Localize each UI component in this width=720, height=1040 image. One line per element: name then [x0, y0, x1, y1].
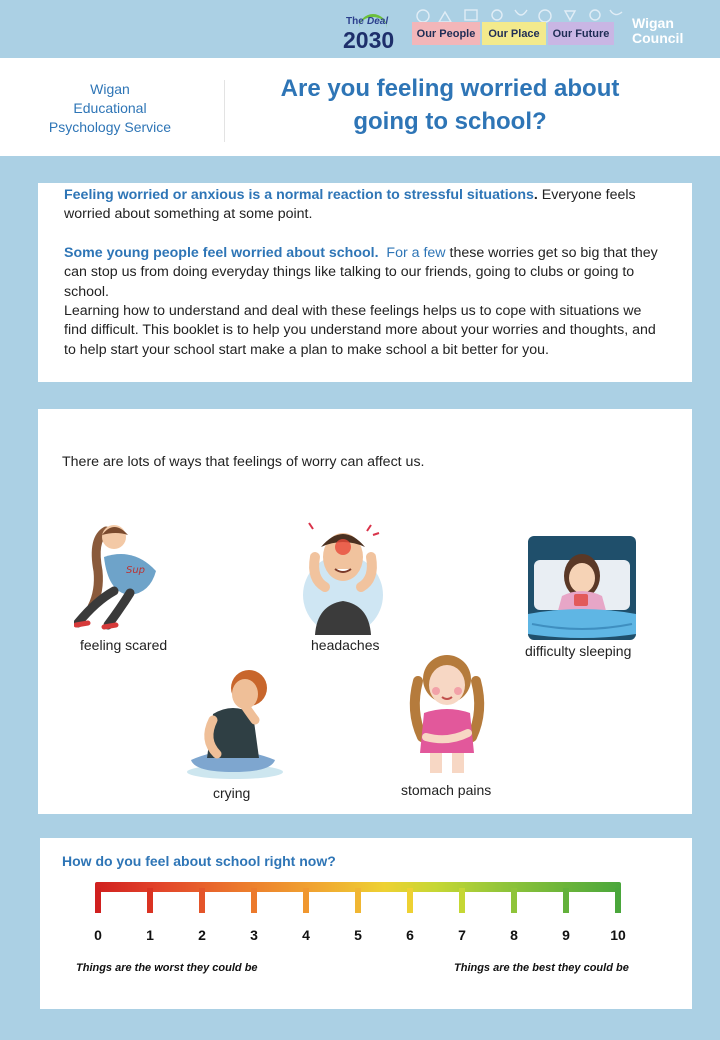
intro-paragraph-2 [64, 244, 664, 302]
logo-the: The [346, 16, 364, 27]
feelings-scale-card [40, 838, 692, 1009]
page-header [0, 58, 720, 156]
scale-best-label: Things are the best they could be [454, 962, 629, 974]
council-line-1: Wigan [632, 15, 674, 31]
scale-number-3[interactable]: 3 [250, 927, 258, 943]
our-place-tag: Our Place [482, 22, 546, 45]
service-line: Wigan [90, 81, 130, 97]
scale-tick-7[interactable] [459, 888, 465, 913]
caption-headaches: headaches [311, 637, 380, 653]
scale-number-1[interactable]: 1 [146, 927, 154, 943]
logo-year: 2030 [343, 27, 395, 53]
service-line: Educational [73, 100, 147, 116]
wigan-council-logo [632, 16, 702, 52]
scale-tick-4[interactable] [303, 888, 309, 913]
scale-tick-1[interactable] [147, 888, 153, 913]
scale-number-8[interactable]: 8 [510, 927, 518, 943]
intro-paragraph-1 [64, 186, 664, 225]
scale-tick-6[interactable] [407, 888, 413, 913]
scale-number-9[interactable]: 9 [562, 927, 570, 943]
top-banner [0, 0, 720, 58]
our-future-tag: Our Future [548, 22, 614, 45]
difficulty-sleeping-illustration [528, 536, 636, 640]
intro-text [64, 186, 664, 360]
logo-deal: Deal [367, 16, 389, 27]
intro-card [38, 183, 692, 382]
intro-dot: . [533, 187, 538, 203]
our-people-tag: Our People [412, 22, 480, 45]
intro-blue-phrase: For a few [386, 244, 446, 261]
caption-crying: crying [213, 785, 251, 801]
scale-tick-8[interactable] [511, 888, 517, 913]
service-line: Psychology Service [48, 119, 172, 135]
crying-illustration [183, 664, 283, 780]
scale-tick-2[interactable] [199, 888, 205, 913]
stomach-pains-illustration [404, 651, 490, 775]
scale-number-7[interactable]: 7 [458, 927, 466, 943]
scale-number-2[interactable]: 2 [198, 927, 206, 943]
scale-number-6[interactable]: 6 [406, 927, 414, 943]
header-divider [224, 80, 225, 142]
headaches-illustration [293, 517, 393, 635]
scale-number-0[interactable]: 0 [94, 927, 102, 943]
caption-difficulty-sleeping: difficulty sleeping [525, 643, 632, 659]
feeling-scared-illustration [74, 521, 164, 633]
effects-intro: There are lots of ways that feelings of worry can affect us. [62, 454, 425, 470]
intro-text-2: these worries get so big that they can stop us from doing everyday things like talking to our friends, going to clubs or going to school. [64, 244, 658, 300]
title-line-2: going to school? [353, 108, 547, 135]
scale-tick-10[interactable] [615, 888, 621, 913]
scale-tick-3[interactable] [251, 888, 257, 913]
title-line-1: Are you feeling worried about [280, 75, 620, 102]
effects-card [38, 409, 692, 814]
svg-text:Sup: Sup [126, 565, 146, 576]
intro-highlight-2: Some young people feel worried about school. [64, 244, 379, 261]
the-deal-2030-logo [343, 14, 405, 54]
scale-question: How do you feel about school right now? [62, 853, 336, 869]
council-line-2: Council [632, 30, 684, 46]
scale-tick-0[interactable] [95, 888, 101, 913]
caption-feeling-scared: feeling scared [80, 637, 168, 653]
caption-stomach-pains: stomach pains [401, 782, 492, 798]
page-title [250, 72, 650, 138]
intro-paragraph-3: Learning how to understand and deal with these feelings helps us to cope with situations we find difficult. This booklet is to help you understand more about your worries and thoughts, and to help start your school start make a plan to make school a bit better for you. [64, 303, 656, 358]
service-name [30, 80, 190, 137]
scale-tick-9[interactable] [563, 888, 569, 913]
scale-worst-label: Things are the worst they could be [76, 962, 258, 974]
scale-number-10[interactable]: 10 [610, 927, 626, 943]
scale-number-4[interactable]: 4 [302, 927, 310, 943]
intro-highlight-1: Feeling worried or anxious is a normal reaction to stressful situations [64, 187, 534, 203]
intro-text-1: Everyone feels worried about something at some point. [64, 187, 636, 223]
scale-tick-5[interactable] [355, 888, 361, 913]
scale-number-5[interactable]: 5 [354, 927, 362, 943]
